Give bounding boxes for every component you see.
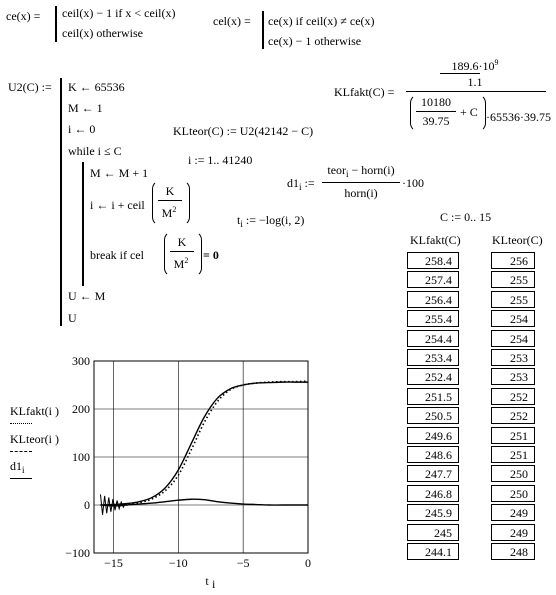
x-axis-label-sub: i [212, 577, 216, 591]
klteor-table-cell: 251 [491, 446, 535, 463]
series-point-1 [216, 398, 218, 400]
klfakt-tail: + C [460, 105, 478, 119]
klfakt-table-header: KLfakt(C) [410, 233, 461, 247]
klfakt-table-cell: 251.5 [407, 388, 459, 405]
series-point-1 [255, 382, 257, 384]
klfakt-table-cell: 249.6 [407, 427, 459, 444]
series-point-2 [242, 503, 244, 505]
u2-line-4: while i ≤ C [68, 144, 122, 158]
series-point-1 [190, 443, 192, 445]
c-range-def: C := 0.. 15 [440, 210, 492, 224]
x-axis-label: t [205, 574, 209, 588]
series-point-2 [307, 504, 309, 506]
klteor-table-cell: 254 [491, 310, 535, 327]
klfakt-table-cell: 246.8 [407, 485, 459, 502]
series-point-1 [178, 469, 180, 471]
klteor-table-cell: 248 [491, 543, 535, 560]
series-point-2 [281, 504, 283, 506]
series-point-1 [307, 381, 309, 383]
u2-frac1-num: K [165, 184, 175, 198]
klfakt-table-cell: 254.4 [407, 330, 459, 347]
klfakt-table-cell: 245.9 [407, 504, 459, 521]
cel-def-case2: ce(x) − 1 otherwise [268, 34, 362, 48]
y-tick-label: 0 [84, 498, 90, 512]
klteor-table-cell: 255 [491, 271, 535, 288]
klteor-table-cell: 252 [491, 388, 535, 405]
d1-def-lhs: $d1_i$ := [287, 176, 315, 192]
klfakt-table-cell: 247.7 [407, 465, 459, 482]
legend-d1-label: $d1_i$ [10, 459, 25, 475]
series-point-0 [203, 422, 205, 424]
x-tick-label: 0 [305, 556, 311, 570]
u2-line-2: M ← 1 [68, 101, 103, 115]
t-def: $t_i$ := −log(i, 2) [237, 213, 305, 229]
legend-klteor-label: KLteor(i ) [10, 432, 59, 446]
klteor-table-cell: 251 [491, 427, 535, 444]
klteor-def: KLteor(C) := U2(42142 − C) [173, 124, 314, 138]
klteor-table-cell: 249 [491, 504, 535, 521]
legend-klfakt-label: KLfakt(i ) [10, 404, 59, 418]
series-point-2 [139, 503, 141, 505]
x-tick-label: −10 [168, 556, 188, 570]
u2-def-lhs: U2(C) := [8, 80, 52, 94]
klfakt-table-cell: 256.4 [407, 291, 459, 308]
series-point-2 [165, 501, 167, 503]
series-point-2 [268, 504, 270, 506]
series-point-1 [165, 487, 167, 489]
klteor-table-cell: 253 [491, 349, 535, 366]
d1-den: horn(i) [344, 186, 378, 200]
series-line-0 [100, 381, 308, 505]
klfakt-table-cell: 250.5 [407, 407, 459, 424]
series-point-0 [165, 490, 167, 492]
series-point-2 [203, 499, 205, 501]
cel-def-case1: ce(x) if ceil(x) ≠ ce(x) [268, 14, 375, 28]
y-tick-label: −100 [65, 546, 90, 560]
series-point-2 [229, 502, 231, 504]
klfakt-table-cell: 258.4 [407, 252, 459, 269]
u2-inner-3-tail: = 0 [203, 248, 219, 262]
d1-num: teor$_i$ − horn(i) [327, 163, 395, 179]
klfakt-table-cell: 255.4 [407, 310, 459, 327]
klteor-table-cell: 255 [491, 291, 535, 308]
series-point-2 [294, 504, 296, 506]
klfakt-table-cell: 245 [407, 524, 459, 541]
klfakt-table-cell: 257.4 [407, 271, 459, 288]
klteor-table-cell: 250 [491, 485, 535, 502]
series-point-1 [294, 381, 296, 383]
series-point-1 [281, 381, 283, 383]
cel-def-lhs: cel(x) = [213, 14, 251, 28]
series-point-1 [242, 384, 244, 386]
series-point-1 [229, 388, 231, 390]
i-range-def: i := 1.. 41240 [188, 153, 253, 167]
u2-after-1: U ← M [68, 289, 106, 303]
u2-line-3: i ← 0 [68, 122, 96, 136]
u2-inner-3: break if cel [90, 248, 144, 262]
klfakt-table-cell: 244.1 [407, 543, 459, 560]
series-point-0 [178, 474, 180, 476]
klteor-table-header: KLteor(C) [492, 233, 543, 247]
u2-after-2: U [68, 311, 77, 325]
y-tick-label: 100 [72, 450, 90, 464]
klteor-table-cell: 254 [491, 330, 535, 347]
series-point-1 [268, 382, 270, 384]
series-point-2 [255, 504, 257, 506]
series-point-2 [178, 499, 180, 501]
klteor-table-cell: 256 [491, 252, 535, 269]
series-point-1 [152, 497, 154, 499]
u2-frac2-den: $M^2$ [173, 256, 189, 271]
u2-line-1: K ← 65536 [68, 80, 125, 94]
x-tick-label: −5 [236, 556, 250, 570]
klteor-table-cell: 249 [491, 524, 535, 541]
klfakt-inner-num: 10180 [421, 95, 451, 109]
klfakt-def-lhs: KLfakt(C) = [334, 85, 395, 99]
x-tick-label: −15 [104, 556, 123, 570]
klteor-table-cell: 250 [491, 465, 535, 482]
series-point-0 [216, 401, 218, 403]
ce-def-case1: ceil(x) − 1 if x < ceil(x) [62, 6, 176, 20]
series-point-2 [216, 501, 218, 503]
klfakt-den-top: 1.1 [467, 75, 483, 89]
series-point-2 [190, 498, 192, 500]
u2-inner-1: M ← M + 1 [90, 166, 149, 180]
series-point-0 [190, 449, 192, 451]
klfakt-inner-den: 39.75 [422, 114, 450, 128]
klfakt-num: $189.6\cdot 10^9$ [451, 58, 499, 73]
ce-def-lhs: ce(x) = [6, 9, 41, 23]
u2-frac2-num: K [177, 235, 187, 249]
series-point-2 [152, 502, 154, 504]
klfakt-table-cell: 248.6 [407, 446, 459, 463]
ce-def-case2: ceil(x) otherwise [62, 26, 143, 40]
klfakt-table-cell: 252.4 [407, 368, 459, 385]
klfakt-table-cell: 253.4 [407, 349, 459, 366]
klfakt-mult: ·65536·39.75 [486, 110, 551, 124]
series-point-1 [139, 501, 141, 503]
series-line-1 [100, 382, 308, 505]
klteor-table-cell: 252 [491, 407, 535, 424]
d1-mult: ·100 [402, 176, 424, 190]
y-tick-label: 300 [72, 354, 90, 368]
u2-frac1-den: $M^2$ [161, 205, 177, 220]
y-tick-label: 200 [72, 402, 90, 416]
series-point-1 [203, 416, 205, 418]
klteor-table-cell: 253 [491, 368, 535, 385]
u2-inner-2: i ← i + ceil [90, 198, 145, 212]
